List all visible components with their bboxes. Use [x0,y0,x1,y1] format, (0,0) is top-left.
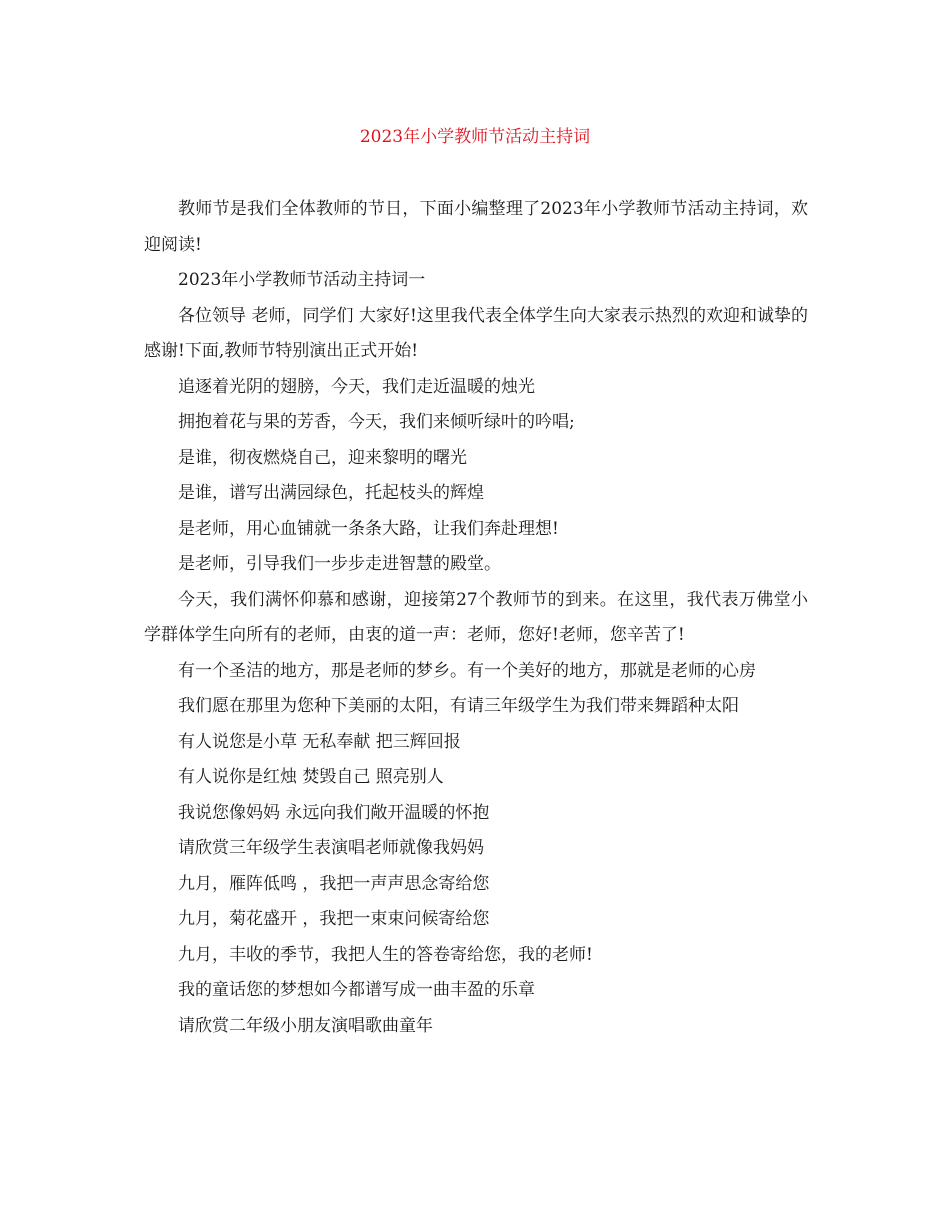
paragraph: 各位领导 老师，同学们 大家好!这里我代表全体学生向大家表示热烈的欢迎和诚挚的感谢!下面,教师节特别演出正式开始! [144,305,808,361]
paragraph: 九月，雁阵低鸣 ，我把一声声思念寄给您 [178,873,490,894]
document-body [144,192,808,1044]
paragraph: 追逐着光阴的翅膀，今天，我们走近温暖的烛光 [178,376,535,397]
paragraph: 是谁，彻夜燃烧自己，迎来黎明的曙光 [178,447,467,468]
paragraph: 九月，菊花盛开 ，我把一束束问候寄给您 [178,909,490,929]
paragraph: 教师节是我们全体教师的节日，下面小编整理了2023年小学教师节活动主持词，欢迎阅读! [144,199,808,255]
paragraph: 我的童话您的梦想如今都谱写成一曲丰盈的乐章 [178,980,535,1000]
paragraph: 有人说你是红烛 焚毁自己 照亮别人 [178,767,444,787]
section-heading: 2023年小学教师节活动主持词一 [178,270,426,290]
paragraph: 九月，丰收的季节，我把人生的答卷寄给您，我的老师! [178,944,593,965]
paragraph: 我说您像妈妈 永远向我们敞开温暖的怀抱 [178,802,490,823]
paragraph: 是谁，谱写出满园绿色，托起枝头的辉煌 [178,483,484,503]
paragraph: 请欣赏三年级学生表演唱老师就像我妈妈 [178,838,484,858]
paragraph: 有人说您是小草 无私奉献 把三辉回报 [178,731,461,752]
paragraph: 请欣赏二年级小朋友演唱歌曲童年 [178,1015,433,1036]
paragraph: 今天，我们满怀仰慕和感谢，迎接第27个教师节的到来。在这里，我代表万佛堂小学群体学生向所有的老师，由衷的道一声：老师，您好!老师，您辛苦了! [144,589,808,645]
paragraph: 拥抱着花与果的芳香，今天，我们来倾听绿叶的吟唱; [178,412,575,432]
paragraph: 有一个圣洁的地方，那是老师的梦乡。有一个美好的地方，那就是老师的心房 [178,660,756,681]
paragraph: 我们愿在那里为您种下美丽的太阳，有请三年级学生为我们带来舞蹈种太阳 [178,696,739,716]
page-title: 2023年小学教师节活动主持词 [359,127,591,147]
paragraph: 是老师，用心血铺就一条条大路，让我们奔赴理想! [178,518,559,539]
paragraph: 是老师，引导我们一步步走进智慧的殿堂。 [178,554,501,574]
